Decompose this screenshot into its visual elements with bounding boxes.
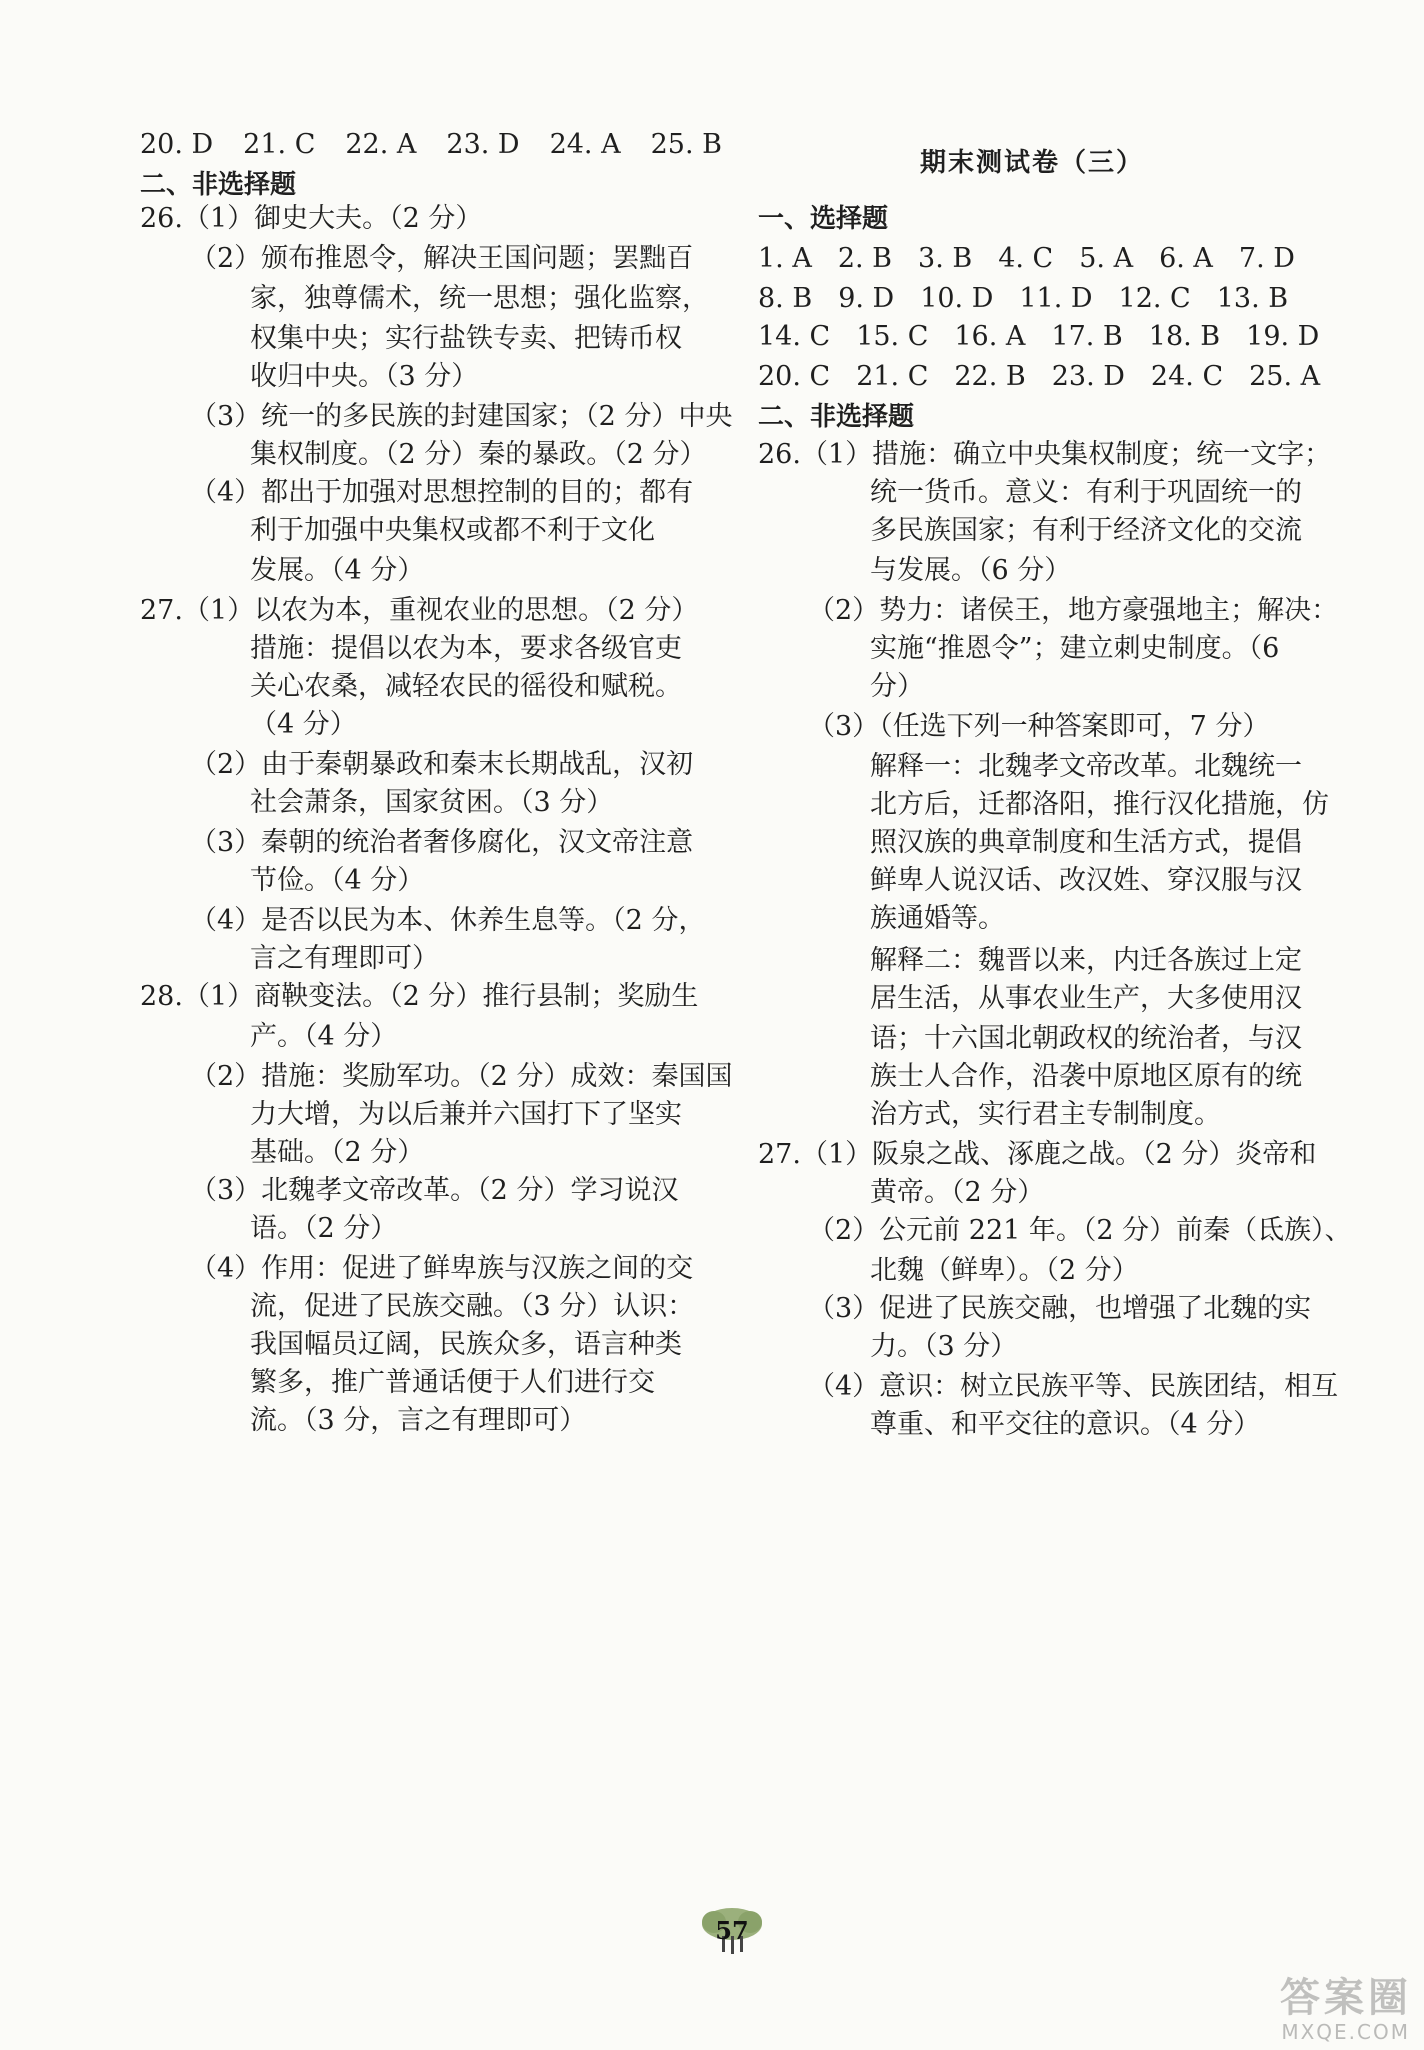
mc-answer: 20. C xyxy=(758,361,831,392)
mc-answer: 3. B xyxy=(918,243,973,274)
answer-line: 尊重、和平交往的意识。（4 分） xyxy=(870,1409,1261,1440)
answer-line: 解释一：北魏孝文帝改革。北魏统一 xyxy=(870,751,1302,782)
mc-answer: 21. C xyxy=(243,129,316,160)
answer-line: 言之有理即可） xyxy=(250,943,439,974)
mc-answer-row xyxy=(758,360,1320,394)
mc-answer: 16. A xyxy=(954,321,1026,352)
answer-line: （2）措施：奖励军功。（2 分）成效：秦国国 xyxy=(190,1061,733,1092)
mc-answer-row xyxy=(758,282,1288,316)
mc-answer-row xyxy=(140,128,752,162)
answer-line: 统一货币。意义：有利于巩固统一的 xyxy=(870,477,1302,508)
mc-answer: 25. A xyxy=(1249,361,1321,392)
mc-answer: 18. B xyxy=(1148,321,1221,352)
answer-line: （4）是否以民为本、休养生息等。（2 分， xyxy=(190,905,706,936)
mc-answer: 23. D xyxy=(1051,361,1125,392)
answer-line: （2）颁布推恩令，解决王国问题；罢黜百 xyxy=(190,243,694,274)
answer-line: （3）（任选下列一种答案即可，7 分） xyxy=(808,711,1270,742)
answer-line: （4）都出于加强对思想控制的目的；都有 xyxy=(190,477,694,508)
mc-answer: 24. A xyxy=(549,129,621,160)
answer-line: 与发展。（6 分） xyxy=(870,555,1072,586)
answer-line: （3）秦朝的统治者奢侈腐化，汉文帝注意 xyxy=(190,827,694,858)
mc-answer: 5. A xyxy=(1079,243,1134,274)
answer-line: （2）公元前 221 年。（2 分）前秦（氐族）、 xyxy=(808,1215,1352,1246)
mc-answer: 24. C xyxy=(1150,361,1224,392)
mc-answer: 19. D xyxy=(1246,321,1320,352)
answer-line: 26.（1）御史大夫。（2 分） xyxy=(140,203,483,234)
answer-line: 产。（4 分） xyxy=(250,1021,398,1052)
answer-line: 集权制度。（2 分）秦的暴政。（2 分） xyxy=(250,439,707,470)
answer-line: 节俭。（4 分） xyxy=(250,865,425,896)
watermark-text: 答案圈 xyxy=(1280,1975,1412,2021)
answer-line: 权集中央；实行盐铁专卖、把铸币权 xyxy=(250,323,682,354)
watermark-url: MXQE.COM xyxy=(1281,2020,1410,2044)
answer-line: 26.（1）措施：确立中央集权制度；统一文字； xyxy=(758,439,1332,470)
mc-answer-row xyxy=(758,320,1319,354)
mc-answer: 22. B xyxy=(954,361,1026,392)
answer-line: 语；十六国北朝政权的统治者，与汉 xyxy=(870,1023,1302,1054)
answer-line: （2）由于秦朝暴政和秦末长期战乱，汉初 xyxy=(190,749,694,780)
section-heading: 二、非选择题 xyxy=(758,402,915,432)
mc-answer: 8. B xyxy=(758,283,813,314)
answer-line: 北方后，迁都洛阳，推行汉化措施，仿 xyxy=(870,789,1329,820)
mc-answer: 6. A xyxy=(1159,243,1213,274)
mc-answer: 14. C xyxy=(758,321,831,352)
answer-line: 繁多，推广普通话便于人们进行交 xyxy=(250,1367,655,1398)
answer-line: 鲜卑人说汉话、改汉姓、穿汉服与汉 xyxy=(870,865,1302,896)
answer-line: （3）北魏孝文帝改革。（2 分）学习说汉 xyxy=(190,1175,679,1206)
answer-line: 28.（1）商鞅变法。（2 分）推行县制；奖励生 xyxy=(140,981,699,1012)
answer-line: 利于加强中央集权或都不利于文化 xyxy=(250,515,655,546)
mc-answer: 20. D xyxy=(140,129,214,160)
section-heading: 二、非选择题 xyxy=(140,170,297,200)
mc-answer: 7. D xyxy=(1238,243,1295,274)
answer-line: 流。（3 分，言之有理即可） xyxy=(250,1405,587,1436)
answer-line: 力大增，为以后兼并六国打下了坚实 xyxy=(250,1099,682,1130)
answer-line: 北魏（鲜卑）。（2 分） xyxy=(870,1255,1139,1286)
mc-answer: 23. D xyxy=(446,129,520,160)
answer-line: 治方式，实行君主专制制度。 xyxy=(870,1099,1221,1130)
section-heading: 一、选择题 xyxy=(758,204,889,234)
answer-line: 解释二：魏晋以来，内迁各族过上定 xyxy=(870,945,1302,976)
page-number: 57 xyxy=(715,1915,749,1945)
mc-answer: 21. C xyxy=(856,361,929,392)
answer-line: 照汉族的典章制度和生活方式，提倡 xyxy=(870,827,1302,858)
answer-line: 居生活，从事农业生产，大多使用汉 xyxy=(870,983,1302,1014)
answer-line: （4 分） xyxy=(250,709,357,740)
answer-line: 措施：提倡以农为本，要求各级官吏 xyxy=(250,633,682,664)
answer-line: 家，独尊儒术，统一思想；强化监察， xyxy=(250,283,709,314)
mc-answer: 1. A xyxy=(758,243,812,274)
page-number-badge xyxy=(700,1906,764,1954)
answer-line: （4）意识：树立民族平等、民族团结，相互 xyxy=(808,1371,1339,1402)
answer-line: （2）势力：诸侯王，地方豪强地主；解决： xyxy=(808,595,1339,626)
answer-line: 流，促进了民族交融。（3 分）认识： xyxy=(250,1291,695,1322)
mc-answer: 12. C xyxy=(1118,283,1191,314)
site-watermark xyxy=(1200,1966,1420,2044)
answer-line: 族通婚等。 xyxy=(870,903,1005,934)
mc-answer: 17. B xyxy=(1051,321,1123,352)
exam-title: 期末测试卷（三） xyxy=(920,148,1145,178)
answer-line: 社会萧条，国家贫困。（3 分） xyxy=(250,787,614,818)
answer-line: 力。（3 分） xyxy=(870,1331,1018,1362)
mc-answer: 15. C xyxy=(856,321,929,352)
mc-answer: 9. D xyxy=(838,283,895,314)
answer-line: （3）统一的多民族的封建国家；（2 分）中央 xyxy=(190,401,733,432)
mc-answer: 10. D xyxy=(920,283,994,314)
answer-line: 发展。（4 分） xyxy=(250,555,425,586)
answer-line: 关心农桑，减轻农民的徭役和赋税。 xyxy=(250,671,682,702)
mc-answer: 2. B xyxy=(837,243,893,274)
answer-line: 实施“推恩令”；建立刺史制度。（6 xyxy=(870,633,1280,664)
answer-line: 分） xyxy=(870,671,924,702)
mc-answer-row xyxy=(758,242,1295,276)
mc-answer: 22. A xyxy=(345,129,417,160)
answer-line: 27.（1）阪泉之战、涿鹿之战。（2 分）炎帝和 xyxy=(758,1139,1317,1170)
answer-line: （4）作用：促进了鲜卑族与汉族之间的交 xyxy=(190,1253,694,1284)
answer-line: 族士人合作，沿袭中原地区原有的统 xyxy=(870,1061,1302,1092)
answer-line: 语。（2 分） xyxy=(250,1213,398,1244)
answer-line: 黄帝。（2 分） xyxy=(870,1177,1045,1208)
mc-answer: 13. B xyxy=(1216,283,1289,314)
answer-line: 多民族国家；有利于经济文化的交流 xyxy=(870,515,1302,546)
answer-line: 基础。（2 分） xyxy=(250,1137,425,1168)
answer-line: 收归中央。（3 分） xyxy=(250,361,479,392)
answer-line: 我国幅员辽阔，民族众多，语言种类 xyxy=(250,1329,682,1360)
answer-line: 27.（1）以农为本，重视农业的思想。（2 分） xyxy=(140,595,699,626)
mc-answer: 25. B xyxy=(650,129,722,160)
mc-answer: 4. C xyxy=(998,243,1054,274)
answer-line: （3）促进了民族交融，也增强了北魏的实 xyxy=(808,1293,1312,1324)
mc-answer: 11. D xyxy=(1019,283,1093,314)
